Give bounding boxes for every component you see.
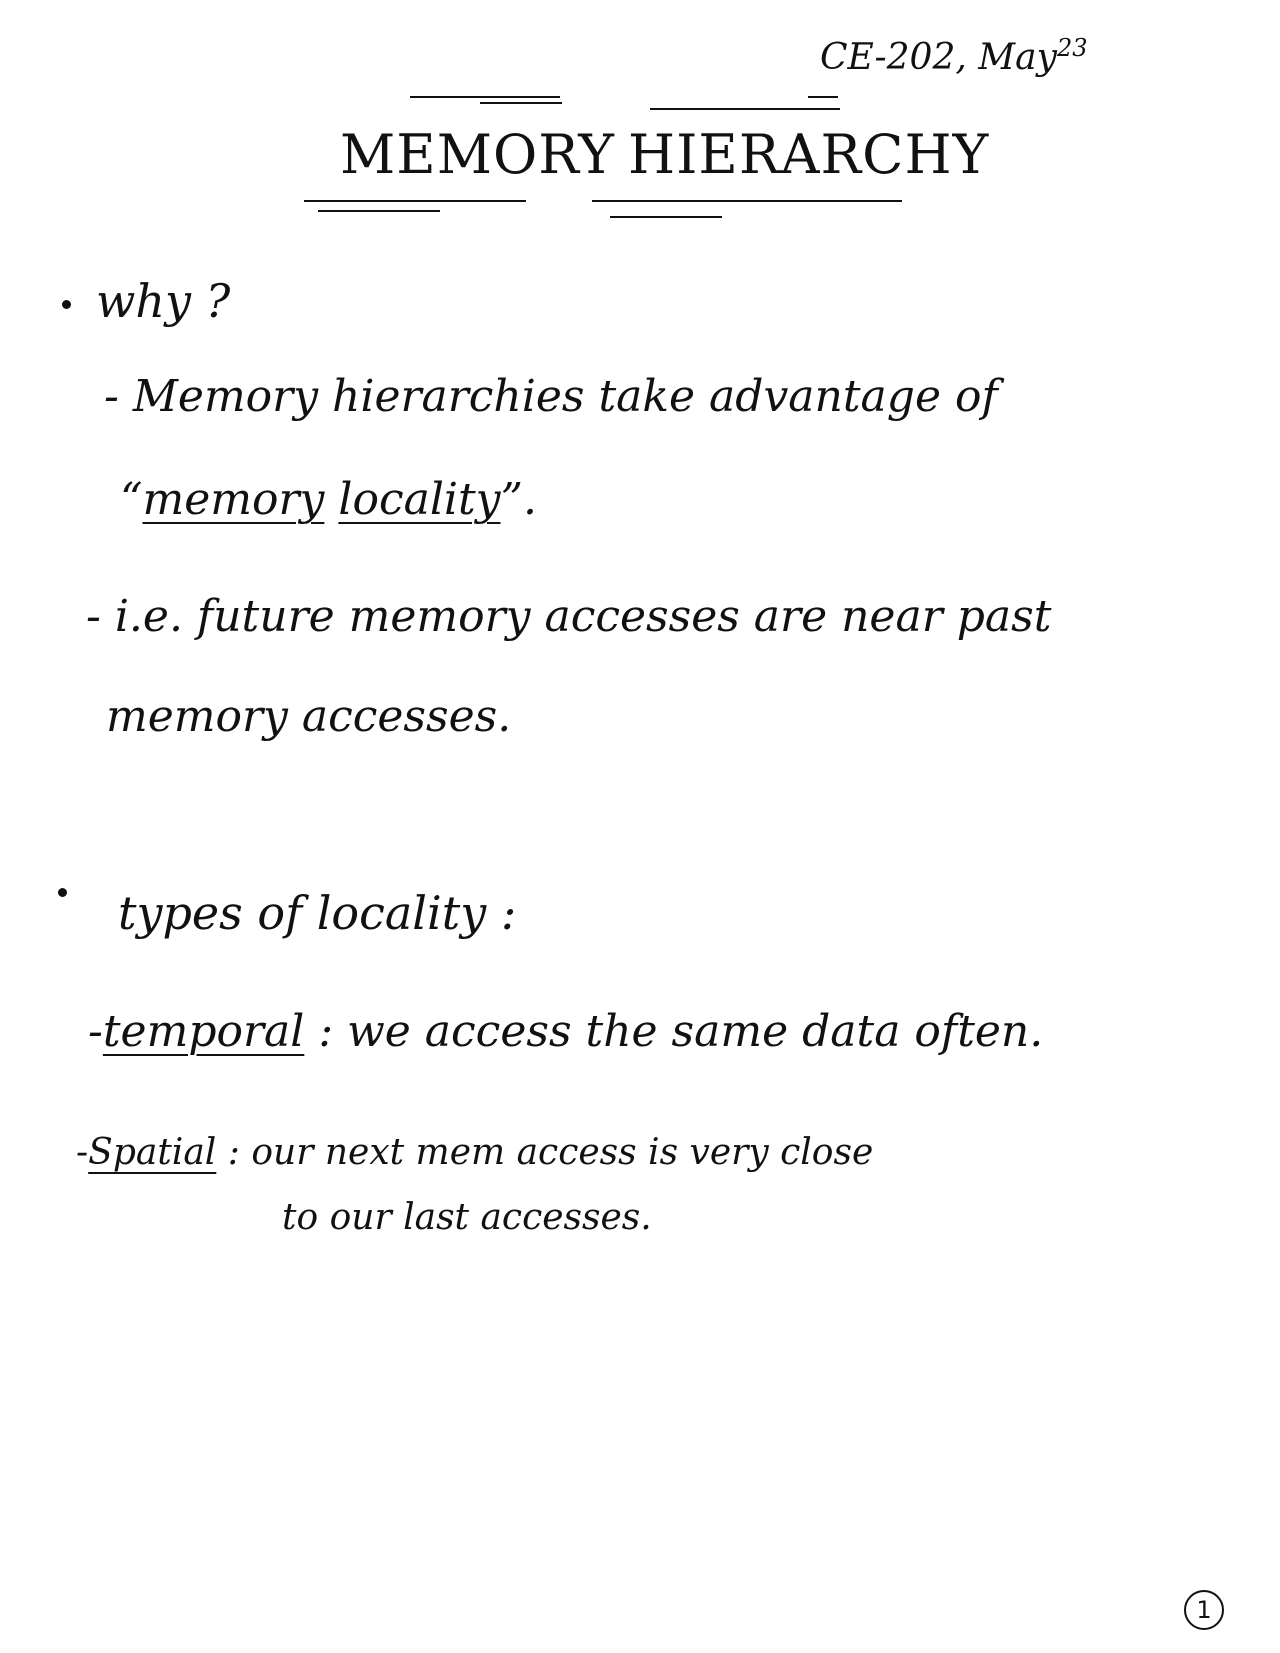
why-heading: why ? bbox=[96, 274, 231, 328]
title-overline-left bbox=[480, 102, 562, 104]
why-line-2 bbox=[120, 474, 537, 525]
title-word-memory: MEMORY bbox=[340, 123, 615, 186]
title-underline-right-2 bbox=[610, 216, 722, 218]
temporal-description: : we access the same data often. bbox=[318, 1006, 1044, 1057]
date-month: May bbox=[978, 37, 1057, 78]
why-line-3: - i.e. future memory accesses are near past bbox=[86, 591, 1052, 642]
spatial-dash: - bbox=[76, 1132, 89, 1173]
title-overline-right-2 bbox=[808, 96, 838, 98]
header-separator: , bbox=[955, 37, 967, 78]
why-line-1: - Memory hierarchies take advantage of bbox=[104, 371, 998, 422]
course-date-header bbox=[820, 36, 1088, 76]
quote-open: “ bbox=[120, 474, 143, 525]
course-code: CE-202 bbox=[820, 37, 956, 78]
types-heading: types of locality : bbox=[118, 886, 517, 940]
title-underline-left-2 bbox=[318, 210, 440, 212]
bullet-types bbox=[58, 888, 67, 897]
term-locality: locality bbox=[338, 474, 501, 525]
temporal-line bbox=[88, 1006, 1044, 1057]
spatial-line bbox=[76, 1132, 874, 1173]
date-day: 23 bbox=[1056, 34, 1088, 62]
temporal-term: temporal bbox=[102, 1006, 305, 1057]
quote-close: ”. bbox=[500, 474, 537, 525]
title-overline-right bbox=[650, 108, 840, 110]
spatial-term: Spatial bbox=[88, 1132, 217, 1173]
why-line-4: memory accesses. bbox=[106, 691, 512, 742]
title-underline-right bbox=[592, 200, 902, 202]
title-overline-left-2 bbox=[410, 96, 560, 98]
temporal-dash: - bbox=[88, 1006, 103, 1057]
bullet-why bbox=[62, 300, 71, 309]
spatial-description: : our next mem access is very close bbox=[227, 1132, 874, 1173]
spatial-line-2: to our last accesses. bbox=[282, 1197, 652, 1238]
title-word-hierarchy: HIERARCHY bbox=[628, 123, 990, 186]
term-memory: memory bbox=[142, 474, 325, 525]
page-number: 1 bbox=[1184, 1590, 1224, 1630]
title-underline-left bbox=[304, 200, 526, 202]
